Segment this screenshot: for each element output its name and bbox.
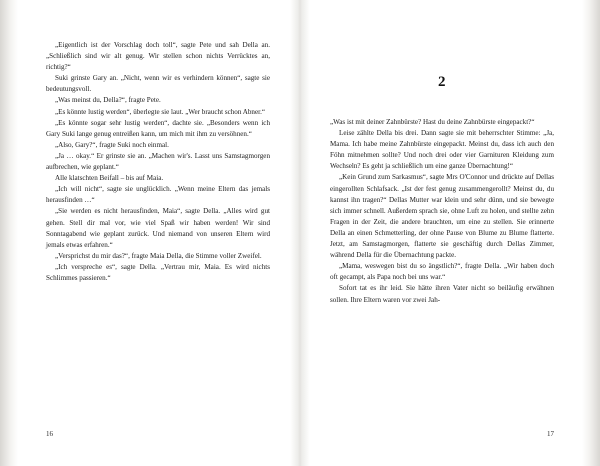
paragraph: „Ja … okay.“ Er grinste sie an. „Machen wir's. Lasst uns Samstagmorgen aufbrechen, wie geplant.“ xyxy=(46,151,270,172)
paragraph: Leise zählte Della bis drei. Dann sagte sie mit beherrschter Stimme: „Ja, Mama. Ich habe meine Zahnbürste eingepackt. Meinst du, dass ich auch den Föhn mitnehmen sollte? Und noch drei oder vier Garnituren Kleidung zum Wechseln? Es geht ja schließlich um eine ganze Übernachtung!“ xyxy=(330,129,554,171)
paragraph: „Eigentlich ist der Vorschlag doch toll“, sagte Pete und sah Della an. „Schließlich sind wir alt genug. Wir stellen schon nichts Verrücktes an, richtig?“ xyxy=(46,41,270,72)
paragraph: Alle klatschten Beifall – bis auf Maia. xyxy=(55,174,164,183)
right-page-text xyxy=(330,117,554,306)
paragraph: „Versprichst du mir das?“, fragte Maia Della, die Stimme voller Zweifel. xyxy=(55,251,262,260)
page-number-left: 16 xyxy=(46,430,53,438)
paragraph: „Kein Grund zum Sarkasmus“, sagte Mrs O'Connor und drückte auf Dellas eingerollten Schlafsack. „Ist der fest genug zusammengerollt? Meinst du, du kannst ihn tragen?“ Dellas Mutter war klein und sehr dünn, und sie bewegte sich immer schnell. Außerdem sprach sie, ohne Luft zu holen, und stellte zehn Fragen in der Zeit, die andere brauchten, um eine zu stellen. Sie erinnerte Della an einen Schmetterling, der ohne Pause von Blume zu Blume flatterte. Jetzt, am Samstagmorgen, flatterte sie geschäftig durch Dellas Zimmer, während Della für die Übernachtung packte. xyxy=(330,173,554,260)
paragraph: „Es könnte sogar sehr lustig werden“, dachte sie. „Besonders wenn ich Gary Suki lange genug entreißen kann, um mich mit ihm zu versöhnen.“ xyxy=(46,118,270,138)
paragraph: „Sie werden es nicht herausfinden, Maia“, sagte Della. „Alles wird gut gehen. Stell dir mal vor, wie viel Spaß wir haben werden! Wir sind Sonntagabend wie geplant zurück. Und niemand von unseren Eltern wird jemals etwas erfahren.“ xyxy=(46,207,270,249)
paragraph: „Was meinst du, Della?“, fragte Pete. xyxy=(55,96,161,105)
paragraph: „Ich verspreche es“, sagte Della. „Vertrau mir, Maia. Es wird nichts Schlimmes passieren.“ xyxy=(46,262,270,282)
page-number-right: 17 xyxy=(547,430,554,438)
paragraph: „Also, Gary?“, fragte Suki noch einmal. xyxy=(55,140,169,149)
chapter-number: 2 xyxy=(438,74,446,90)
right-page xyxy=(300,0,600,466)
paragraph: „Mama, weswegen bist du so ängstlich?“, fragte Della. „Wir haben doch oft gecampt, als Papa noch bei uns war.“ xyxy=(330,262,554,282)
paragraph: „Was ist mit deiner Zahnbürste? Hast du deine Zahnbürste eingepackt?“ xyxy=(330,118,535,126)
paragraph: Suki grinste Gary an. „Nicht, wenn wir es verhindern können“, sagte sie bedeutungsvoll. xyxy=(46,74,270,94)
paragraph: „Es könnte lustig werden“, überlegte sie laut. „Wer braucht schon Abner.“ xyxy=(55,107,266,116)
paragraph: „Ich will nicht“, sagte sie unglücklich. „Wenn meine Eltern das jemals herausfinden …“ xyxy=(46,185,270,205)
chapter-spacer xyxy=(330,40,554,74)
left-page-text xyxy=(46,40,270,284)
paragraph: Sofort tat es ihr leid. Sie hätte ihren Vater nicht so beiläufig erwähnen sollen. Ihre Eltern waren vor zwei Jah- xyxy=(330,284,554,304)
